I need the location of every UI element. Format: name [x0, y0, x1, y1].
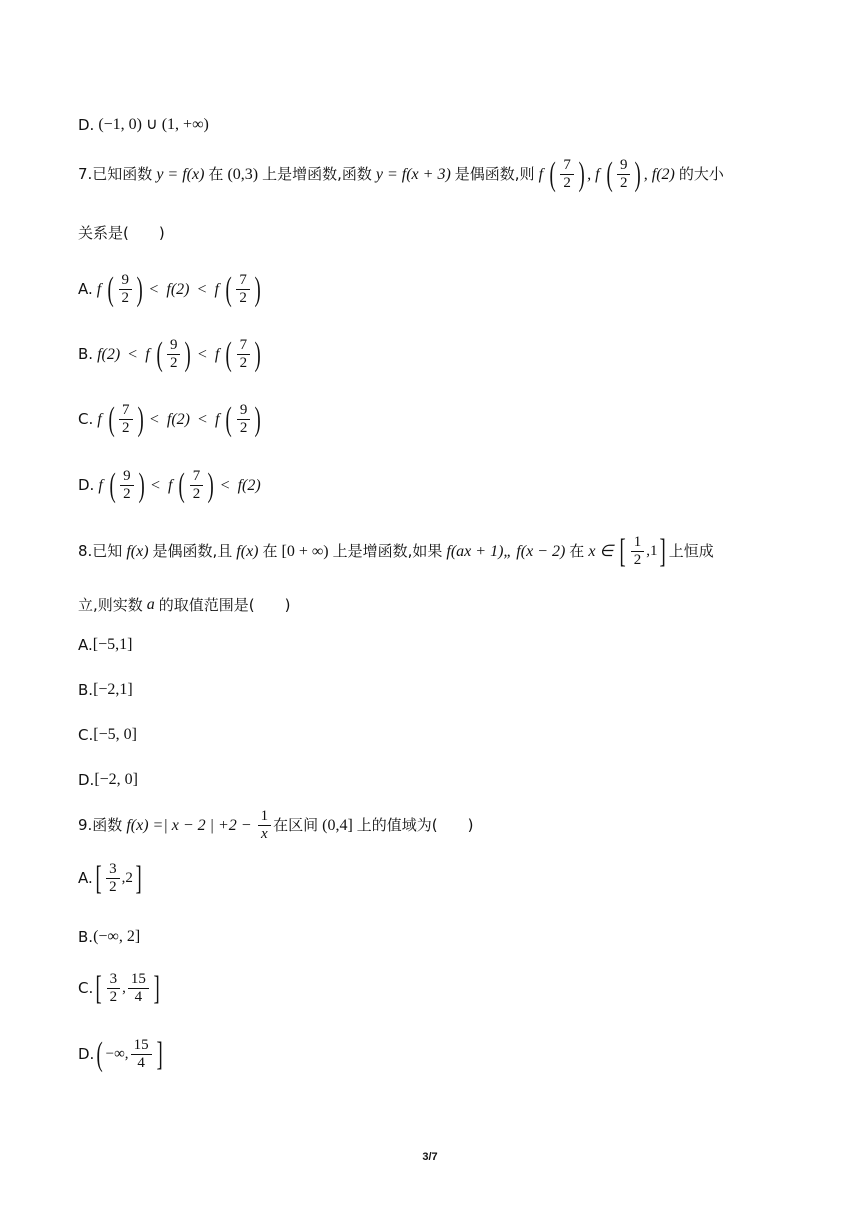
option-label: D. [78, 476, 95, 494]
denominator: x [261, 826, 268, 842]
func-f: f [595, 165, 600, 183]
numerator: 9 [237, 402, 251, 420]
option-text: [−5, 0] [93, 726, 137, 743]
q8-option-c [78, 727, 141, 743]
fraction [237, 337, 251, 372]
paren-group: ( $\frac{7}{2}$ ) [549, 155, 585, 193]
numerator: 9 [167, 337, 181, 355]
less-than: < [197, 280, 207, 298]
func-f: f [145, 345, 150, 363]
bracket-group: [ $\frac{3}{2}$ ,2 ] [95, 859, 142, 897]
numerator: 3 [107, 971, 121, 989]
paren-group: ( $\frac{9}{2}$ ) [109, 466, 145, 504]
fraction [119, 272, 133, 307]
less-than: < [220, 476, 230, 494]
q8-prefix: 8.已知 [78, 542, 123, 560]
less-than: < [149, 280, 159, 298]
paren-group: ( $\frac{7}{2}$ ) [225, 335, 261, 373]
denominator: 2 [169, 355, 178, 371]
q8-text: 是偶函数,且 [152, 542, 233, 560]
q7-function-1: y = f(x) [156, 165, 205, 183]
denominator: 2 [109, 879, 117, 895]
q8-text: 立,则实数 [78, 595, 143, 614]
fraction [237, 402, 251, 437]
numerator: 7 [119, 402, 133, 420]
fraction [131, 1037, 152, 1072]
option-label: A. [78, 280, 93, 298]
q9-interval: (0,4] [322, 816, 353, 834]
numerator: 9 [120, 468, 134, 486]
option-label: C. [78, 410, 94, 428]
option-label: D. [78, 770, 95, 789]
q8-option-d [78, 772, 142, 788]
fraction [190, 468, 204, 503]
q7-stem-line2 [78, 226, 165, 241]
option-label: B. [78, 927, 94, 946]
fraction [631, 534, 645, 569]
q8-interval: [0 + ∞) [281, 542, 329, 560]
q7-option-a [78, 272, 263, 307]
q8-stem [78, 534, 714, 569]
paren-group: ( $\frac{7}{2}$ ) [178, 466, 215, 504]
numerator: 1 [258, 808, 272, 826]
paren-group: ( $\frac{9}{2}$ ) [606, 155, 642, 193]
interval-end: ,1 [646, 543, 658, 559]
denominator: 2 [619, 175, 628, 191]
f-of-2: f(2) [237, 476, 261, 494]
q9-text: 在区间 [273, 816, 319, 834]
paren-group: ( $\frac{7}{2}$ ) [225, 270, 261, 308]
f-of-2: f(2) [97, 345, 121, 363]
numerator: 15 [131, 1037, 152, 1055]
f-of-2: f(2) [166, 280, 190, 298]
less-than: < [197, 345, 207, 363]
paren-bracket-group: ( −∞, $\frac{15}{4}$ ] [96, 1035, 163, 1073]
denominator: 2 [109, 989, 118, 1005]
var-a: a [146, 596, 155, 613]
func-f: f [167, 476, 173, 494]
f-of-2: f(2) [166, 410, 190, 428]
option-label: C. [78, 979, 94, 997]
fraction [119, 402, 133, 437]
q9-option-b [78, 929, 144, 945]
numerator: 3 [106, 861, 120, 879]
q9-prefix: 9.函数 [78, 816, 123, 834]
q7-function-2: y = f(x + 3) [375, 165, 451, 183]
option-text: (−1, 0) ∪ (1, +∞) [98, 116, 209, 133]
fraction [560, 157, 574, 192]
less-than: < [149, 410, 159, 428]
q8-text: 在 [569, 542, 585, 560]
option-label: B. [78, 345, 94, 363]
q7-interval: (0,3) [227, 165, 259, 183]
func-fx: f(x) [126, 542, 149, 560]
q9-expression: f(x) =| x − 2 | +2 − [126, 816, 252, 834]
q7-text: 在 [208, 165, 224, 183]
q9-option-d [78, 1037, 165, 1072]
option-label: D. [78, 115, 95, 134]
numerator: 1 [631, 534, 645, 552]
q7-text: 上是增函数,函数 [262, 165, 372, 183]
option-label: A. [78, 869, 93, 887]
fraction [236, 272, 250, 307]
q7-option-d [78, 468, 265, 503]
q9-option-a [78, 861, 144, 896]
fraction [120, 468, 134, 503]
denominator: 4 [134, 989, 143, 1005]
paren-group: ( $\frac{9}{2}$ ) [226, 400, 262, 438]
paren-group: ( $\frac{7}{2}$ ) [108, 400, 144, 438]
numerator: 7 [190, 468, 204, 486]
fraction [167, 337, 181, 372]
func-f: f [96, 280, 102, 298]
q8-text: 在 [262, 542, 278, 560]
func-f: f [538, 165, 544, 183]
numerator: 7 [236, 272, 250, 290]
denominator: 2 [239, 355, 248, 371]
option-label: A. [78, 635, 93, 654]
numerator: 9 [119, 272, 133, 290]
q8-stem-line2 [78, 597, 291, 613]
fraction [258, 808, 272, 843]
q8-text: 的取值范围是( ) [158, 595, 291, 614]
denominator: 2 [239, 290, 247, 306]
fraction [106, 861, 120, 896]
func-f: f [215, 410, 220, 428]
q8-option-b [78, 682, 137, 698]
q8-text: 上恒成 [668, 542, 714, 560]
q9-option-c [78, 971, 162, 1006]
func-fx: f(x) [236, 542, 259, 560]
q9-text: 上的值域为( ) [356, 816, 474, 834]
numerator: 7 [237, 337, 251, 355]
numerator: 7 [560, 157, 574, 175]
option-text: [−2, 0] [94, 771, 139, 788]
q7-stem [78, 157, 724, 192]
page-number: 3/7 [422, 1151, 438, 1163]
q7-option-b [78, 337, 263, 372]
q7-prefix: 7.已知函数 [78, 165, 153, 183]
denominator: 2 [633, 552, 642, 568]
paren-group: ( $\frac{9}{2}$ ) [156, 335, 192, 373]
f-of-2: f(2) [651, 165, 675, 183]
option-label: B. [78, 680, 94, 699]
less-than: < [150, 476, 160, 494]
comma: , [587, 165, 592, 183]
func-f: f [214, 280, 219, 298]
less-than: < [128, 345, 138, 363]
option-text: [−2,1] [93, 681, 133, 698]
option-label: C. [78, 725, 94, 744]
option-label: D. [78, 1045, 95, 1063]
interval-start: −∞, [105, 1046, 129, 1062]
q7-text: 的大小 [678, 165, 724, 183]
option-text: (−∞, 2] [93, 928, 141, 945]
denominator: 2 [563, 175, 571, 191]
denominator: 2 [121, 290, 130, 306]
denominator: 2 [239, 420, 248, 436]
paren-group: ( $\frac{9}{2}$ ) [107, 270, 143, 308]
x-in: x ∈ [588, 542, 614, 560]
comma: , [122, 980, 126, 996]
q6-option-d [78, 117, 213, 133]
func-f: f [98, 476, 103, 494]
less-than: < [198, 410, 208, 428]
q8-option-a [78, 637, 136, 653]
denominator: 2 [192, 486, 201, 502]
bracket-group: [ $\frac{3}{2}$ , $\frac{15}{4}$ ] [95, 969, 160, 1007]
interval-end: ,2 [121, 870, 133, 886]
denominator: 4 [137, 1055, 145, 1071]
bracket-group: [ $\frac{1}{2}$ ,1 ] [619, 532, 667, 570]
option-text: [−5,1] [92, 636, 133, 653]
denominator: 2 [122, 420, 130, 436]
q9-stem [78, 808, 474, 843]
fraction [617, 157, 631, 192]
fraction [128, 971, 149, 1006]
fraction [107, 971, 121, 1006]
numerator: 9 [617, 157, 631, 175]
q8-inequality: f(ax + 1)„ f(x − 2) [446, 542, 566, 560]
numerator: 15 [128, 971, 149, 989]
func-f: f [97, 410, 102, 428]
denominator: 2 [123, 486, 131, 502]
q7-text: 关系是( ) [78, 224, 165, 242]
q7-text: 是偶函数,则 [454, 165, 535, 183]
comma: , [643, 165, 648, 183]
func-f: f [214, 345, 220, 363]
q7-option-c [78, 402, 264, 437]
q8-text: 上是增函数,如果 [332, 542, 443, 560]
